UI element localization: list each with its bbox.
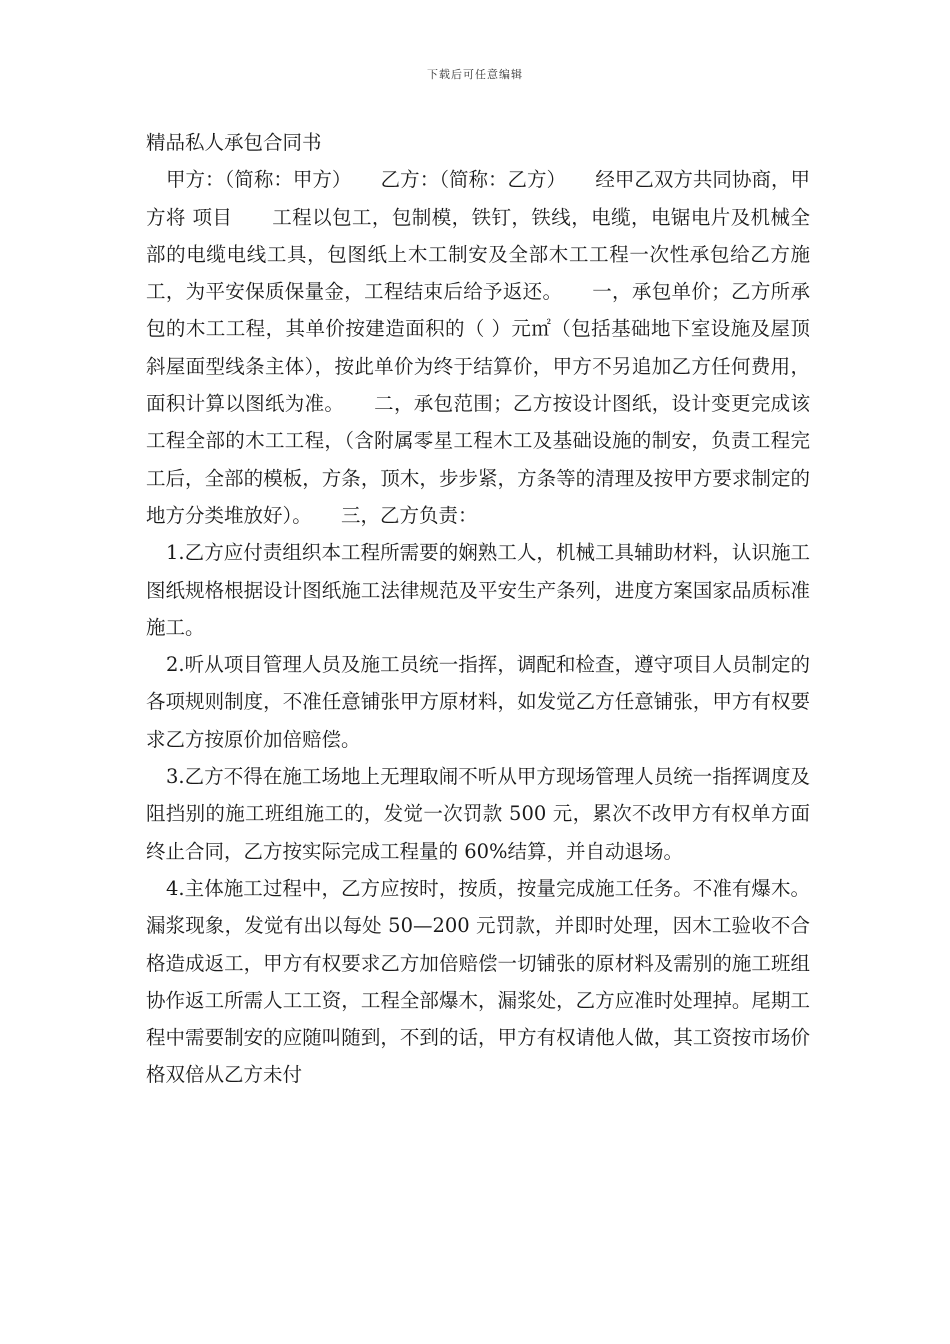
- intro-paragraph: 甲方：（简称：甲方） 乙方：（简称：乙方） 经甲乙双方共同协商，甲方将 项目 工程以包工，包制模，铁钉，铁线，电缆，电锯电片及机械全部的电缆电线工具，包图纸上木工制安及全部木工工程一次性承包给乙方施工，为平安保质保量金，工程结束后给予返还。 一，承包单价；乙方所承包的木工工程，其单价按建造面积的（ ）元㎡（包括基础地下室设施及屋顶斜屋面型线条主体），按此单价为终于结算价，甲方不另追加乙方任何费用，面积计算以图纸为准。 二，承包范围；乙方按设计图纸，设计变更完成该工程全部的木工工程，（含附属零星工程木工及基础设施的制安，负责工程完工后，全部的模板，方条，顶木，步步紧，方条等的清理及按甲方要求制定的地方分类堆放好）。 三，乙方负责：: [146, 168, 810, 527]
- document-title: 精品私人承包合同书: [146, 131, 322, 154]
- header-note: 下载后可任意编辑: [427, 68, 523, 81]
- document-body: [146, 124, 810, 1094]
- clause-item-3: 3.乙方不得在施工场地上无理取闹不听从甲方现场管理人员统一指挥调度及阻挡别的施工班组施工的，发觉一次罚款 500 元，累次不改甲方有权单方面终止合同，乙方按实际完成工程量的 60%结算，并自动退场。: [146, 765, 810, 863]
- clause-item-2: 2.听从项目管理人员及施工员统一指挥，调配和检查，遵守项目人员制定的各项规则制度，不准任意铺张甲方原材料，如发觉乙方任意铺张，甲方有权要求乙方按原价加倍赔偿。: [146, 653, 810, 751]
- clause-item-4: 4.主体施工过程中，乙方应按时，按质，按量完成施工任务。不准有爆木。漏浆现象，发觉有出以每处 50—200 元罚款，并即时处理，因木工验收不合格造成返工，甲方有权要求乙方加倍赔偿一切铺张的原材料及需别的施工班组协作返工所需人工工资，工程全部爆木，漏浆处，乙方应准时处理掉。尾期工程中需要制安的应随叫随到，不到的话，甲方有权请他人做，其工资按市场价格双倍从乙方未付: [146, 876, 810, 1087]
- clause-item-1: 1.乙方应付责组织本工程所需要的娴熟工人，机械工具辅助材料，认识施工图纸规格根据设计图纸施工法律规范及平安生产条列，进度方案国家品质标准施工。: [146, 541, 810, 639]
